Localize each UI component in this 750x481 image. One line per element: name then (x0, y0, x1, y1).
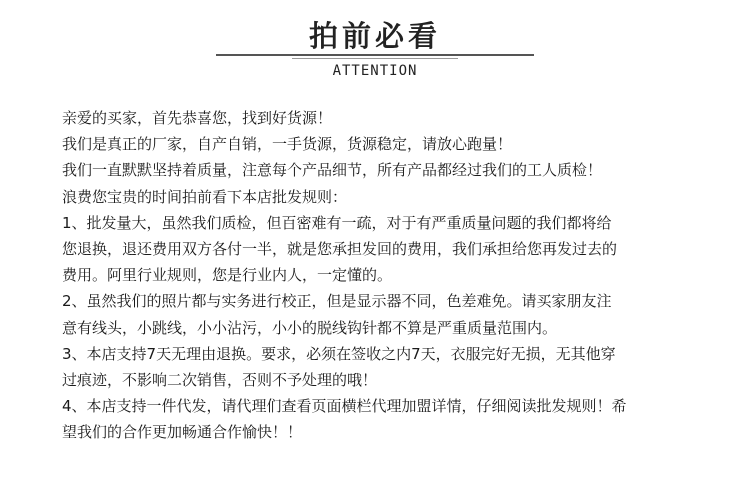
title-divider-dark (216, 54, 534, 56)
rule-3-line: 3、本店支持7天无理由退换。要求，必须在签收之内7天，衣服完好无损，无其他穿 (62, 344, 616, 363)
header (0, 0, 750, 90)
rule-1-line: 您退换，退还费用双方各付一半，就是您承担发回的费用，我们承担给您再发过去的 (62, 239, 618, 258)
rule-2-line: 2、虽然我们的照片都与实务进行校正，但是显示器不同，色差难免。请买家朋友注 (62, 292, 612, 311)
page-title: 拍前必看 (308, 19, 441, 53)
rule-4-line: 4、本店支持一件代发，请代理们查看页面横栏代理加盟详情，仔细阅读批发规则！希 (62, 397, 627, 416)
rule-1-line: 费用。阿里行业规则，您是行业内人，一定懂的。 (62, 266, 393, 285)
notice-body (62, 105, 692, 445)
title-divider-light (292, 58, 458, 59)
rule-3-line: 过痕迹，不影响二次销售，否则不予处理的哦！ (62, 370, 378, 389)
notice-line: 浪费您宝贵的时间拍前看下本店批发规则： (62, 187, 348, 206)
notice-line: 我们是真正的厂家，自产自销，一手货源，货源稳定，请放心跑量！ (62, 135, 513, 154)
rule-1-line: 1、批发量大，虽然我们质检，但百密难有一疏，对于有严重质量问题的我们都将给 (62, 213, 612, 232)
rule-4-line: 望我们的合作更加畅通合作愉快！！ (62, 423, 303, 442)
notice-line: 亲爱的买家，首先恭喜您，找到好货源！ (62, 109, 333, 127)
page-subtitle: ATTENTION (332, 63, 418, 79)
notice-line: 我们一直默默坚持着质量，注意每个产品细节，所有产品都经过我们的工人质检！ (62, 161, 603, 180)
rule-2-line: 意有线头，小跳线，小小沾污，小小的脱线钩针都不算是严重质量范围内。 (62, 318, 558, 337)
